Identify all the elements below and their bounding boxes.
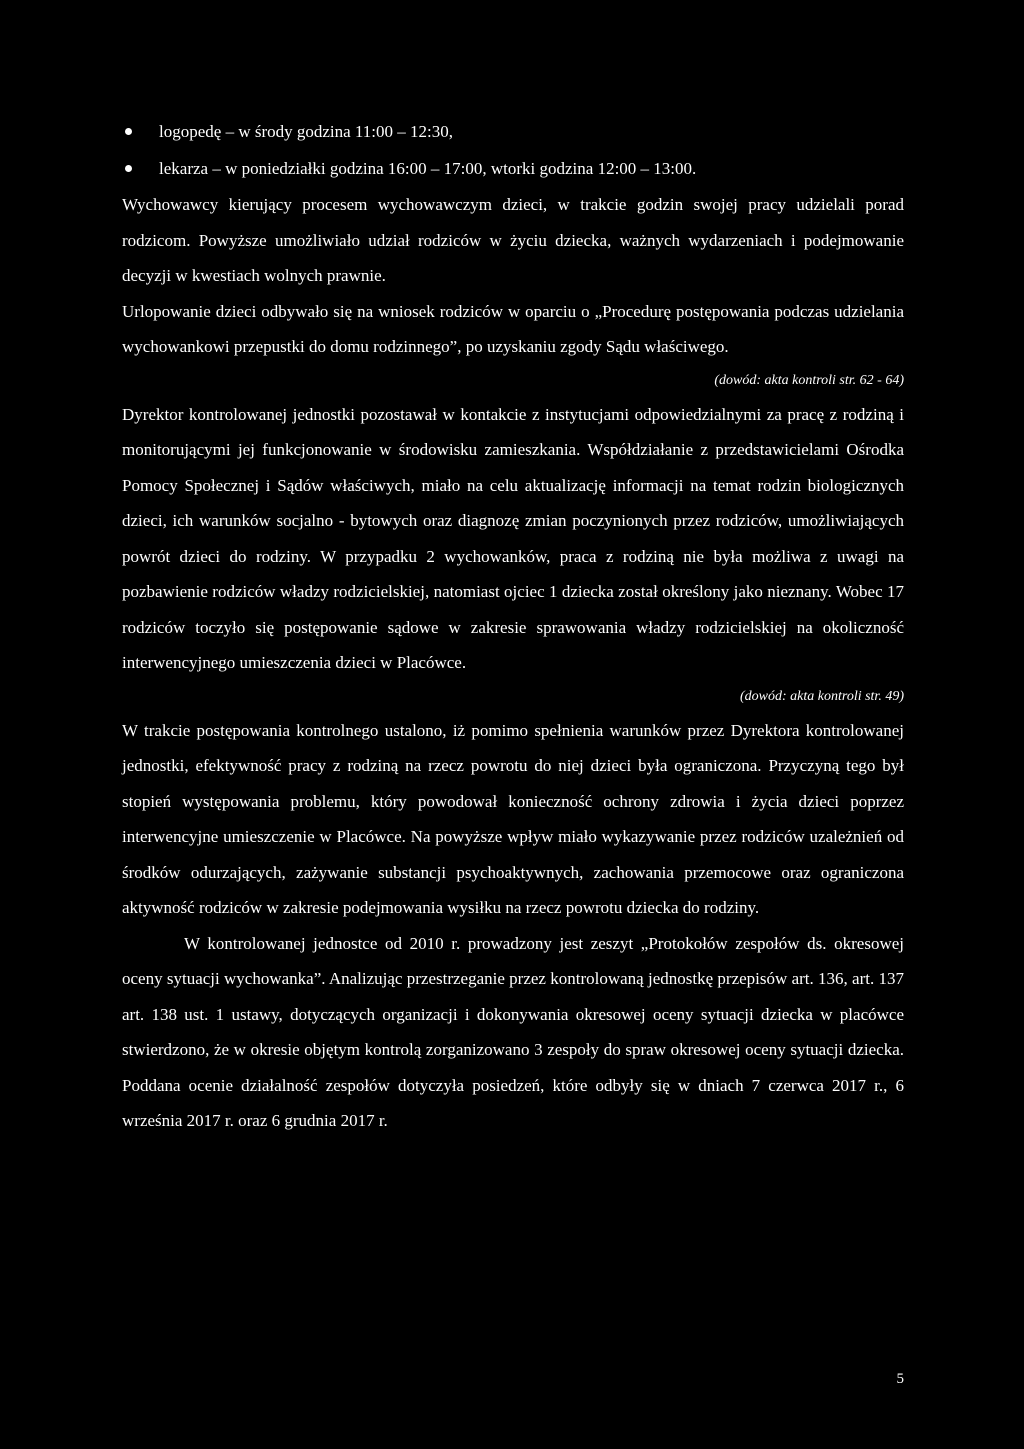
evidence-reference: (dowód: akta kontroli str. 62 - 64) [714,372,904,388]
paragraph-assessment: W kontrolowanej jednostce od 2010 r. prowadzony jest zeszyt „Protokołów zespołów ds. okresowej oceny sytuacji wychowanka”. Analizując przestrzeganie przez kontrolowaną jednostkę przepisów art. 136, art. 137 art. 138 ust. 1 ustawy, dotyczących organizacji i dokonywania okresowej oceny sytuacji dziecka w placówce stwierdzono, że w okresie objętym kontrolą zorganizowano 3 zespoły do spraw okresowej oceny sytuacji dziecka. Poddana ocenie działalność zespołów dotyczyła posiedzeń, które odbyły się w dniach 7 czerwca 2017 r., 6 września 2017 r. oraz 6 grudnia 2017 r. [122,933,904,1130]
bullet-list [122,113,904,187]
page-content [122,113,904,1139]
bullet-icon [125,165,132,172]
paragraph-findings: W trakcie postępowania kontrolnego ustalono, iż pomimo spełnienia warunków przez Dyrektora kontrolowanej jednostki, efektywność pracy z rodziną na rzecz powrotu do niej dzieci była ograniczona. Przyczyną tego był stopień występowania problemu, który powodował konieczność ochrony zdrowia i życia dzieci poprzez interwencyjne umieszczenie w Placówce. Na powyższe wpływ miało wykazywanie przez rodziców uzależnień od środków odurzających, zażywanie substancji psychoaktywnych, zachowania przemocowe oraz ograniczona aktywność rodziców w zakresie podejmowania wysiłku na rzecz powrotu dziecka do rodziny. [122,720,904,917]
list-item-text: lekarza – w poniedziałki godzina 16:00 – 17:00, wtorki godzina 12:00 – 13:00. [159,159,697,178]
evidence-reference: (dowód: akta kontroli str. 49) [740,688,904,704]
list-item [122,150,904,187]
page-number: 5 [896,1371,904,1387]
list-item [122,113,904,150]
paragraph-leave: Urlopowanie dzieci odbywało się na wniosek rodziców w oparciu o „Procedurę postępowania podczas udzielania wychowankowi przepustki do domu rodzinnego”, po uzyskaniu zgody Sądu właściwego. [122,301,904,356]
list-item-text: logopedę – w środy godzina 11:00 – 12:30, [159,122,453,141]
paragraph-advice: Wychowawcy kierujący procesem wychowawczym dzieci, w trakcie godzin swojej pracy udzielali porad rodzicom. Powyższe umożliwiało udział rodziców w życiu dziecka, ważnych wydarzeniach i podejmowanie decyzji w kwestiach wolnych prawnie. [122,195,904,285]
bullet-icon [125,128,132,135]
paragraph-cooperation: Dyrektor kontrolowanej jednostki pozostawał w kontakcie z instytucjami odpowiedzialnymi za pracę z rodziną i monitorującymi jej funkcjonowanie w środowisku zamieszkania. Współdziałanie z przedstawicielami Ośrodka Pomocy Społecznej i Sądów właściwych, miało na celu aktualizację informacji na temat rodzin biologicznych dzieci, ich warunków socjalno - bytowych oraz diagnozę zmian poczynionych przez rodziców, umożliwiających powrót dzieci do rodziny. W przypadku 2 wychowanków, praca z rodziną nie była możliwa z uwagi na pozbawienie rodziców władzy rodzicielskiej, natomiast ojciec 1 dziecka został określony jako nieznany. Wobec 17 rodziców toczyło się postępowanie sądowe w zakresie sprawowania władzy rodzicielskiej na okoliczność interwencyjnego umieszczenia dzieci w Placówce. [122,404,904,672]
